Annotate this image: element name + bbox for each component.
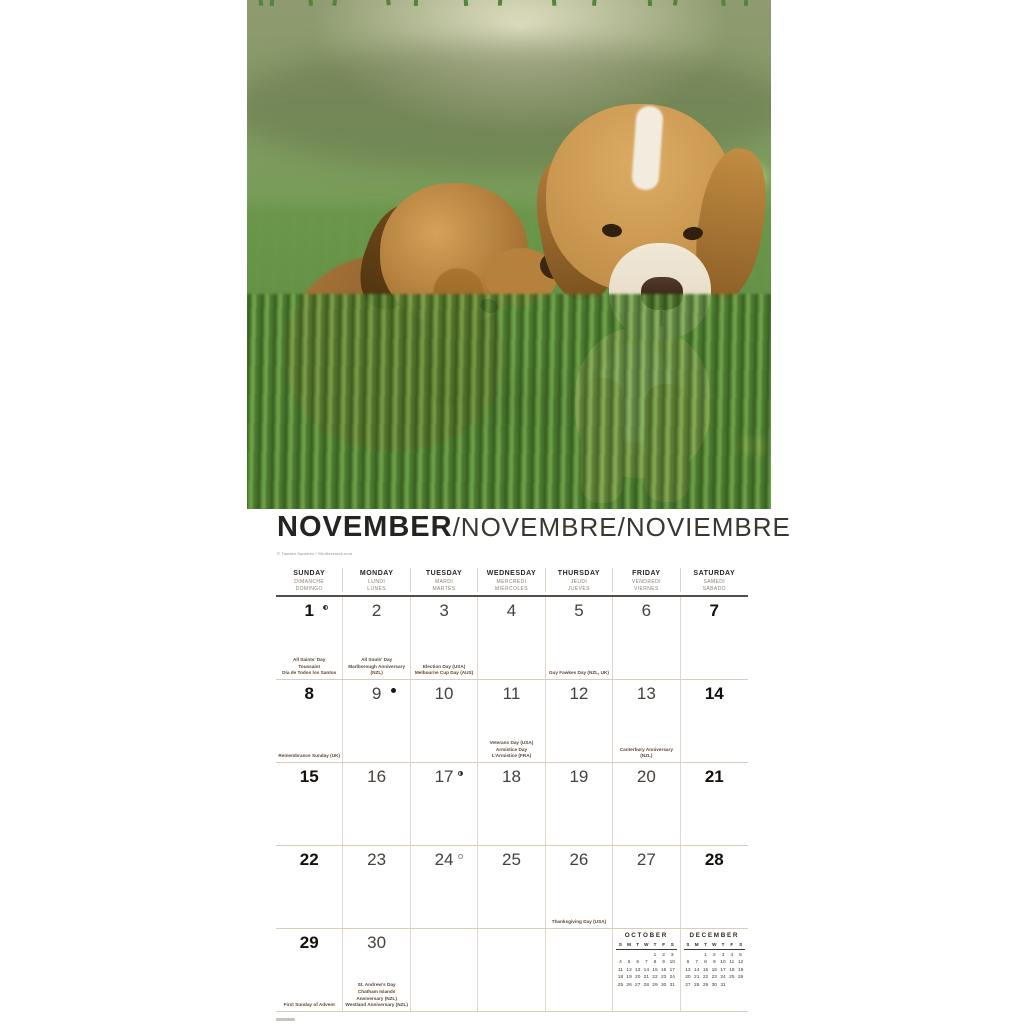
mini-date: 2 bbox=[662, 952, 665, 958]
day-cell-25 bbox=[478, 846, 545, 928]
holiday-text bbox=[547, 919, 611, 926]
day-cell-26 bbox=[546, 846, 613, 928]
day-number: 15 bbox=[299, 767, 319, 787]
calendar-week-row bbox=[276, 763, 748, 846]
holiday-line: Westland Anniversary (NZL) bbox=[345, 1002, 408, 1008]
holiday-line: Thanksgiving Day (USA) bbox=[551, 919, 607, 925]
mini-day-letter: W bbox=[644, 941, 649, 947]
weekday-name-english: MONDAY bbox=[359, 570, 394, 577]
weekday-header-monday bbox=[343, 568, 410, 592]
mini-day-letter: T bbox=[653, 941, 657, 947]
weekday-name-french: SAMEDI bbox=[703, 578, 726, 585]
mini-day-letter: W bbox=[712, 941, 717, 947]
calendar-week-row bbox=[276, 846, 748, 929]
holiday-line: Remembrance Sunday (UK) bbox=[278, 753, 341, 759]
day-cell-23 bbox=[343, 846, 410, 928]
mini-date: 18 bbox=[729, 967, 735, 973]
mini-day-letter: S bbox=[670, 941, 674, 947]
weekday-name-french: VENDREDI bbox=[631, 578, 661, 585]
mini-date: 9 bbox=[712, 960, 716, 966]
day-cell-28 bbox=[681, 846, 748, 928]
holiday-line: Melbourne Cup Day (AUS) bbox=[414, 670, 474, 676]
mini-date bbox=[684, 953, 693, 958]
mini-date bbox=[625, 953, 634, 958]
holiday-line: Veterans Day (USA) bbox=[489, 739, 534, 745]
mini-calendar-dates bbox=[616, 953, 676, 988]
weekday-name-english: THURSDAY bbox=[557, 570, 601, 577]
mini-date: 21 bbox=[643, 975, 650, 981]
holiday-text bbox=[412, 664, 476, 678]
day-cell-15 bbox=[276, 763, 343, 845]
day-cell-29 bbox=[276, 929, 343, 1011]
mini-date: 30 bbox=[711, 983, 717, 989]
mini-date: 28 bbox=[643, 983, 650, 989]
weekday-name-spanish: MARTES bbox=[432, 586, 456, 593]
mini-date: 18 bbox=[617, 975, 624, 981]
day-number: 17 bbox=[434, 767, 454, 787]
weekday-name-french: LUNDI bbox=[368, 578, 386, 585]
month-title-translations: /NOVEMBRE/NOVIEMBRE bbox=[452, 512, 791, 542]
weekday-name-english: SUNDAY bbox=[293, 570, 326, 577]
mini-day-letter: T bbox=[721, 941, 725, 947]
mini-date: 13 bbox=[635, 967, 641, 973]
mini-date: 4 bbox=[619, 960, 622, 966]
day-cell-3 bbox=[411, 597, 478, 679]
mini-date: 22 bbox=[652, 975, 658, 981]
day-cell-19 bbox=[546, 763, 613, 845]
day-number: 3 bbox=[439, 601, 449, 621]
mini-date: 28 bbox=[694, 983, 700, 989]
empty-day-cell bbox=[411, 929, 478, 1011]
mini-date: 7 bbox=[695, 960, 699, 966]
mini-date: 29 bbox=[652, 983, 658, 989]
mini-calendar-cell bbox=[681, 929, 748, 1011]
day-number: 19 bbox=[569, 767, 589, 787]
empty-day-cell bbox=[478, 929, 545, 1011]
mini-calendar-title: OCTOBER bbox=[624, 932, 668, 940]
day-number: 20 bbox=[636, 767, 656, 787]
day-cell-18 bbox=[478, 763, 545, 845]
mini-date: 21 bbox=[694, 975, 700, 981]
mini-day-letter: T bbox=[704, 941, 707, 947]
mini-date: 13 bbox=[685, 967, 691, 973]
day-number: 13 bbox=[636, 684, 656, 704]
holiday-line: Día de Todos los Santos bbox=[282, 670, 337, 676]
mini-day-letter: S bbox=[739, 941, 743, 947]
holiday-text bbox=[344, 982, 408, 1009]
holiday-text bbox=[277, 1002, 341, 1009]
mini-day-letter: F bbox=[730, 941, 734, 947]
empty-day-cell bbox=[546, 929, 613, 1011]
mini-date: 23 bbox=[660, 975, 667, 981]
mini-date bbox=[736, 983, 745, 988]
day-cell-1 bbox=[276, 597, 343, 679]
weekday-name-spanish: DOMINGO bbox=[295, 586, 323, 593]
weekday-header-saturday bbox=[681, 568, 748, 592]
weekday-header-sunday bbox=[276, 568, 343, 592]
mini-date: 23 bbox=[711, 975, 717, 981]
holiday-line: Election Day (USA) bbox=[422, 663, 466, 669]
day-number: 30 bbox=[367, 933, 387, 953]
holiday-text bbox=[479, 740, 543, 760]
mini-date bbox=[616, 953, 625, 958]
mini-date: 16 bbox=[711, 967, 717, 973]
day-number: 27 bbox=[636, 850, 656, 870]
day-number: 2 bbox=[371, 601, 382, 621]
mini-date: 2 bbox=[712, 952, 716, 958]
day-cell-9 bbox=[343, 680, 410, 762]
day-number: 23 bbox=[367, 850, 387, 870]
day-number: 16 bbox=[367, 767, 387, 787]
mini-calendar-dates bbox=[684, 953, 745, 988]
calendar-grid bbox=[276, 568, 748, 1012]
mini-date: 27 bbox=[635, 983, 641, 989]
day-number: 5 bbox=[574, 601, 584, 621]
weekday-name-spanish: SÁBADO bbox=[702, 586, 726, 593]
day-cell-21 bbox=[681, 763, 748, 845]
calendar-week-row bbox=[276, 680, 748, 763]
weekday-name-french: MARDI bbox=[435, 578, 454, 585]
mini-date: 14 bbox=[694, 967, 700, 973]
mini-date: 1 bbox=[704, 952, 707, 958]
weekday-name-french: DIMANCHE bbox=[294, 578, 325, 585]
mini-date: 10 bbox=[669, 960, 675, 966]
day-number: 21 bbox=[704, 767, 724, 787]
weekday-name-english: WEDNESDAY bbox=[486, 570, 537, 577]
holiday-line: First Sunday of Advent bbox=[283, 1002, 335, 1008]
day-cell-12 bbox=[546, 680, 613, 762]
calendar-week-row bbox=[276, 929, 748, 1012]
month-title bbox=[277, 511, 791, 544]
weekday-name-english: SATURDAY bbox=[693, 570, 736, 577]
day-number: 29 bbox=[299, 933, 319, 953]
day-cell-22 bbox=[276, 846, 343, 928]
day-cell-24 bbox=[411, 846, 478, 928]
mini-date: 19 bbox=[737, 967, 744, 973]
mini-date: 17 bbox=[720, 967, 726, 973]
day-cell-5 bbox=[546, 597, 613, 679]
day-cell-14 bbox=[681, 680, 748, 762]
weekday-name-french: JEUDI bbox=[570, 578, 588, 585]
day-number: 4 bbox=[506, 601, 517, 621]
mini-date: 6 bbox=[686, 960, 690, 966]
day-number: 25 bbox=[502, 850, 521, 870]
day-number: 8 bbox=[304, 684, 314, 704]
mini-date: 30 bbox=[660, 983, 667, 989]
day-cell-6 bbox=[613, 597, 680, 679]
mini-date: 20 bbox=[685, 975, 691, 981]
foreground-grass bbox=[247, 294, 771, 509]
day-cell-2 bbox=[343, 597, 410, 679]
weekday-name-spanish: VIERNES bbox=[633, 586, 659, 593]
mini-date bbox=[692, 953, 701, 958]
mini-date: 26 bbox=[737, 975, 744, 981]
weekday-name-spanish: LUNES bbox=[367, 586, 386, 593]
mini-date: 12 bbox=[737, 960, 744, 966]
day-number: 28 bbox=[704, 850, 724, 870]
holiday-text bbox=[547, 670, 611, 677]
weekday-header-row bbox=[276, 568, 748, 597]
holiday-line: Guy Fawkes Day (NZL, UK) bbox=[548, 670, 609, 676]
mini-date: 31 bbox=[669, 983, 675, 989]
day-number: 9 bbox=[371, 684, 382, 704]
mini-date: 31 bbox=[720, 983, 726, 989]
mini-calendar-december bbox=[684, 932, 745, 1003]
day-number: 6 bbox=[641, 601, 652, 621]
holiday-line: Toussaint bbox=[298, 663, 321, 669]
weekday-header-wednesday bbox=[478, 568, 545, 592]
mini-date: 11 bbox=[729, 960, 735, 966]
day-number: 22 bbox=[299, 850, 319, 870]
mini-date: 16 bbox=[660, 967, 667, 973]
mini-date: 1 bbox=[653, 952, 657, 958]
mini-date: 8 bbox=[653, 960, 657, 966]
mini-day-letter: S bbox=[618, 941, 622, 947]
weekday-name-french: MERCREDI bbox=[496, 578, 527, 585]
mini-date: 15 bbox=[702, 967, 709, 973]
mini-day-letter: F bbox=[662, 941, 666, 947]
mini-date: 27 bbox=[685, 983, 691, 989]
holiday-line: Marlborough Anniversary (NZL) bbox=[348, 663, 406, 676]
day-cell-27 bbox=[613, 846, 680, 928]
mini-date: 24 bbox=[720, 975, 726, 981]
holiday-line: All Saints' Day bbox=[293, 656, 326, 662]
mini-calendar-day-letters bbox=[616, 942, 676, 950]
holiday-text bbox=[277, 657, 341, 677]
mini-date: 11 bbox=[617, 967, 623, 973]
holiday-line: Chatham Islands Anniversary (NZL) bbox=[356, 988, 397, 1001]
mini-date: 3 bbox=[721, 952, 725, 958]
weekday-name-english: FRIDAY bbox=[632, 570, 661, 577]
mini-date: 7 bbox=[645, 960, 648, 966]
day-cell-7 bbox=[681, 597, 748, 679]
day-cell-20 bbox=[613, 763, 680, 845]
mini-date: 15 bbox=[652, 967, 658, 973]
mini-date: 9 bbox=[662, 960, 665, 966]
mini-date bbox=[642, 953, 651, 958]
mini-date: 10 bbox=[720, 960, 726, 966]
holiday-line: L'Armistice (FRA) bbox=[491, 753, 532, 759]
mini-date: 24 bbox=[669, 975, 675, 981]
day-cell-13 bbox=[613, 680, 680, 762]
day-number: 24 bbox=[434, 850, 454, 870]
mini-day-letter: M bbox=[694, 941, 699, 947]
day-cell-11 bbox=[478, 680, 545, 762]
mini-date bbox=[727, 983, 736, 988]
mini-date: 26 bbox=[626, 983, 632, 989]
calendar-week-row bbox=[276, 597, 748, 680]
day-cell-10 bbox=[411, 680, 478, 762]
mini-date: 4 bbox=[730, 952, 734, 958]
day-cell-4 bbox=[478, 597, 545, 679]
mini-date: 25 bbox=[729, 975, 735, 981]
mini-date: 14 bbox=[643, 967, 650, 973]
mini-day-letter: S bbox=[686, 941, 690, 947]
day-number: 7 bbox=[709, 601, 720, 621]
holiday-text bbox=[344, 657, 408, 677]
mini-date: 29 bbox=[702, 983, 709, 989]
mini-date: 12 bbox=[626, 967, 632, 973]
day-number: 1 bbox=[304, 601, 314, 621]
holiday-text bbox=[277, 753, 341, 760]
mini-calendar-day-letters bbox=[684, 942, 745, 950]
mini-date: 5 bbox=[739, 952, 742, 958]
mini-calendar-title: DECEMBER bbox=[689, 932, 740, 940]
photo-credit: © Tamara Sanchez / Shutterstock.com bbox=[277, 551, 353, 556]
mini-date: 22 bbox=[702, 975, 709, 981]
mini-date: 5 bbox=[627, 960, 631, 966]
holiday-line: St. Andrew's Day bbox=[357, 981, 396, 987]
new-moon-moon-icon bbox=[391, 688, 396, 693]
mini-calendar-cell bbox=[613, 929, 680, 1011]
weekday-header-friday bbox=[613, 568, 680, 592]
mini-day-letter: M bbox=[627, 941, 631, 947]
footer-product-code bbox=[276, 1018, 295, 1021]
mini-date: 8 bbox=[704, 960, 707, 966]
holiday-line: Canterbury Anniversary (NZL) bbox=[619, 746, 673, 759]
weekday-name-english: TUESDAY bbox=[425, 570, 463, 577]
day-number: 10 bbox=[434, 684, 454, 704]
weekday-name-spanish: MIÉRCOLES bbox=[494, 586, 529, 593]
day-cell-30 bbox=[343, 929, 410, 1011]
weekday-header-tuesday bbox=[411, 568, 478, 592]
day-number: 26 bbox=[569, 850, 589, 870]
holiday-line: Armistice Day bbox=[495, 746, 528, 752]
day-number: 11 bbox=[502, 684, 521, 704]
mini-date: 19 bbox=[626, 975, 632, 981]
calendar-photo bbox=[247, 0, 771, 509]
weekday-header-thursday bbox=[546, 568, 613, 592]
weekday-name-spanish: JUEVES bbox=[567, 586, 590, 593]
mini-calendar-october bbox=[616, 932, 676, 1003]
mini-date: 3 bbox=[670, 952, 674, 958]
mini-date: 17 bbox=[669, 967, 675, 973]
day-cell-16 bbox=[343, 763, 410, 845]
day-number: 18 bbox=[502, 767, 521, 787]
mini-date: 25 bbox=[617, 983, 624, 989]
day-cell-8 bbox=[276, 680, 343, 762]
day-number: 14 bbox=[704, 684, 724, 704]
day-number: 12 bbox=[569, 684, 589, 704]
holiday-line: All Souls' Day bbox=[361, 656, 393, 662]
mini-date: 6 bbox=[636, 960, 640, 966]
mini-date: 20 bbox=[635, 975, 641, 981]
day-cell-17 bbox=[411, 763, 478, 845]
holiday-text bbox=[614, 747, 678, 761]
mini-day-letter: T bbox=[636, 941, 640, 947]
month-title-english: NOVEMBER bbox=[277, 511, 453, 543]
mini-date bbox=[633, 953, 642, 958]
